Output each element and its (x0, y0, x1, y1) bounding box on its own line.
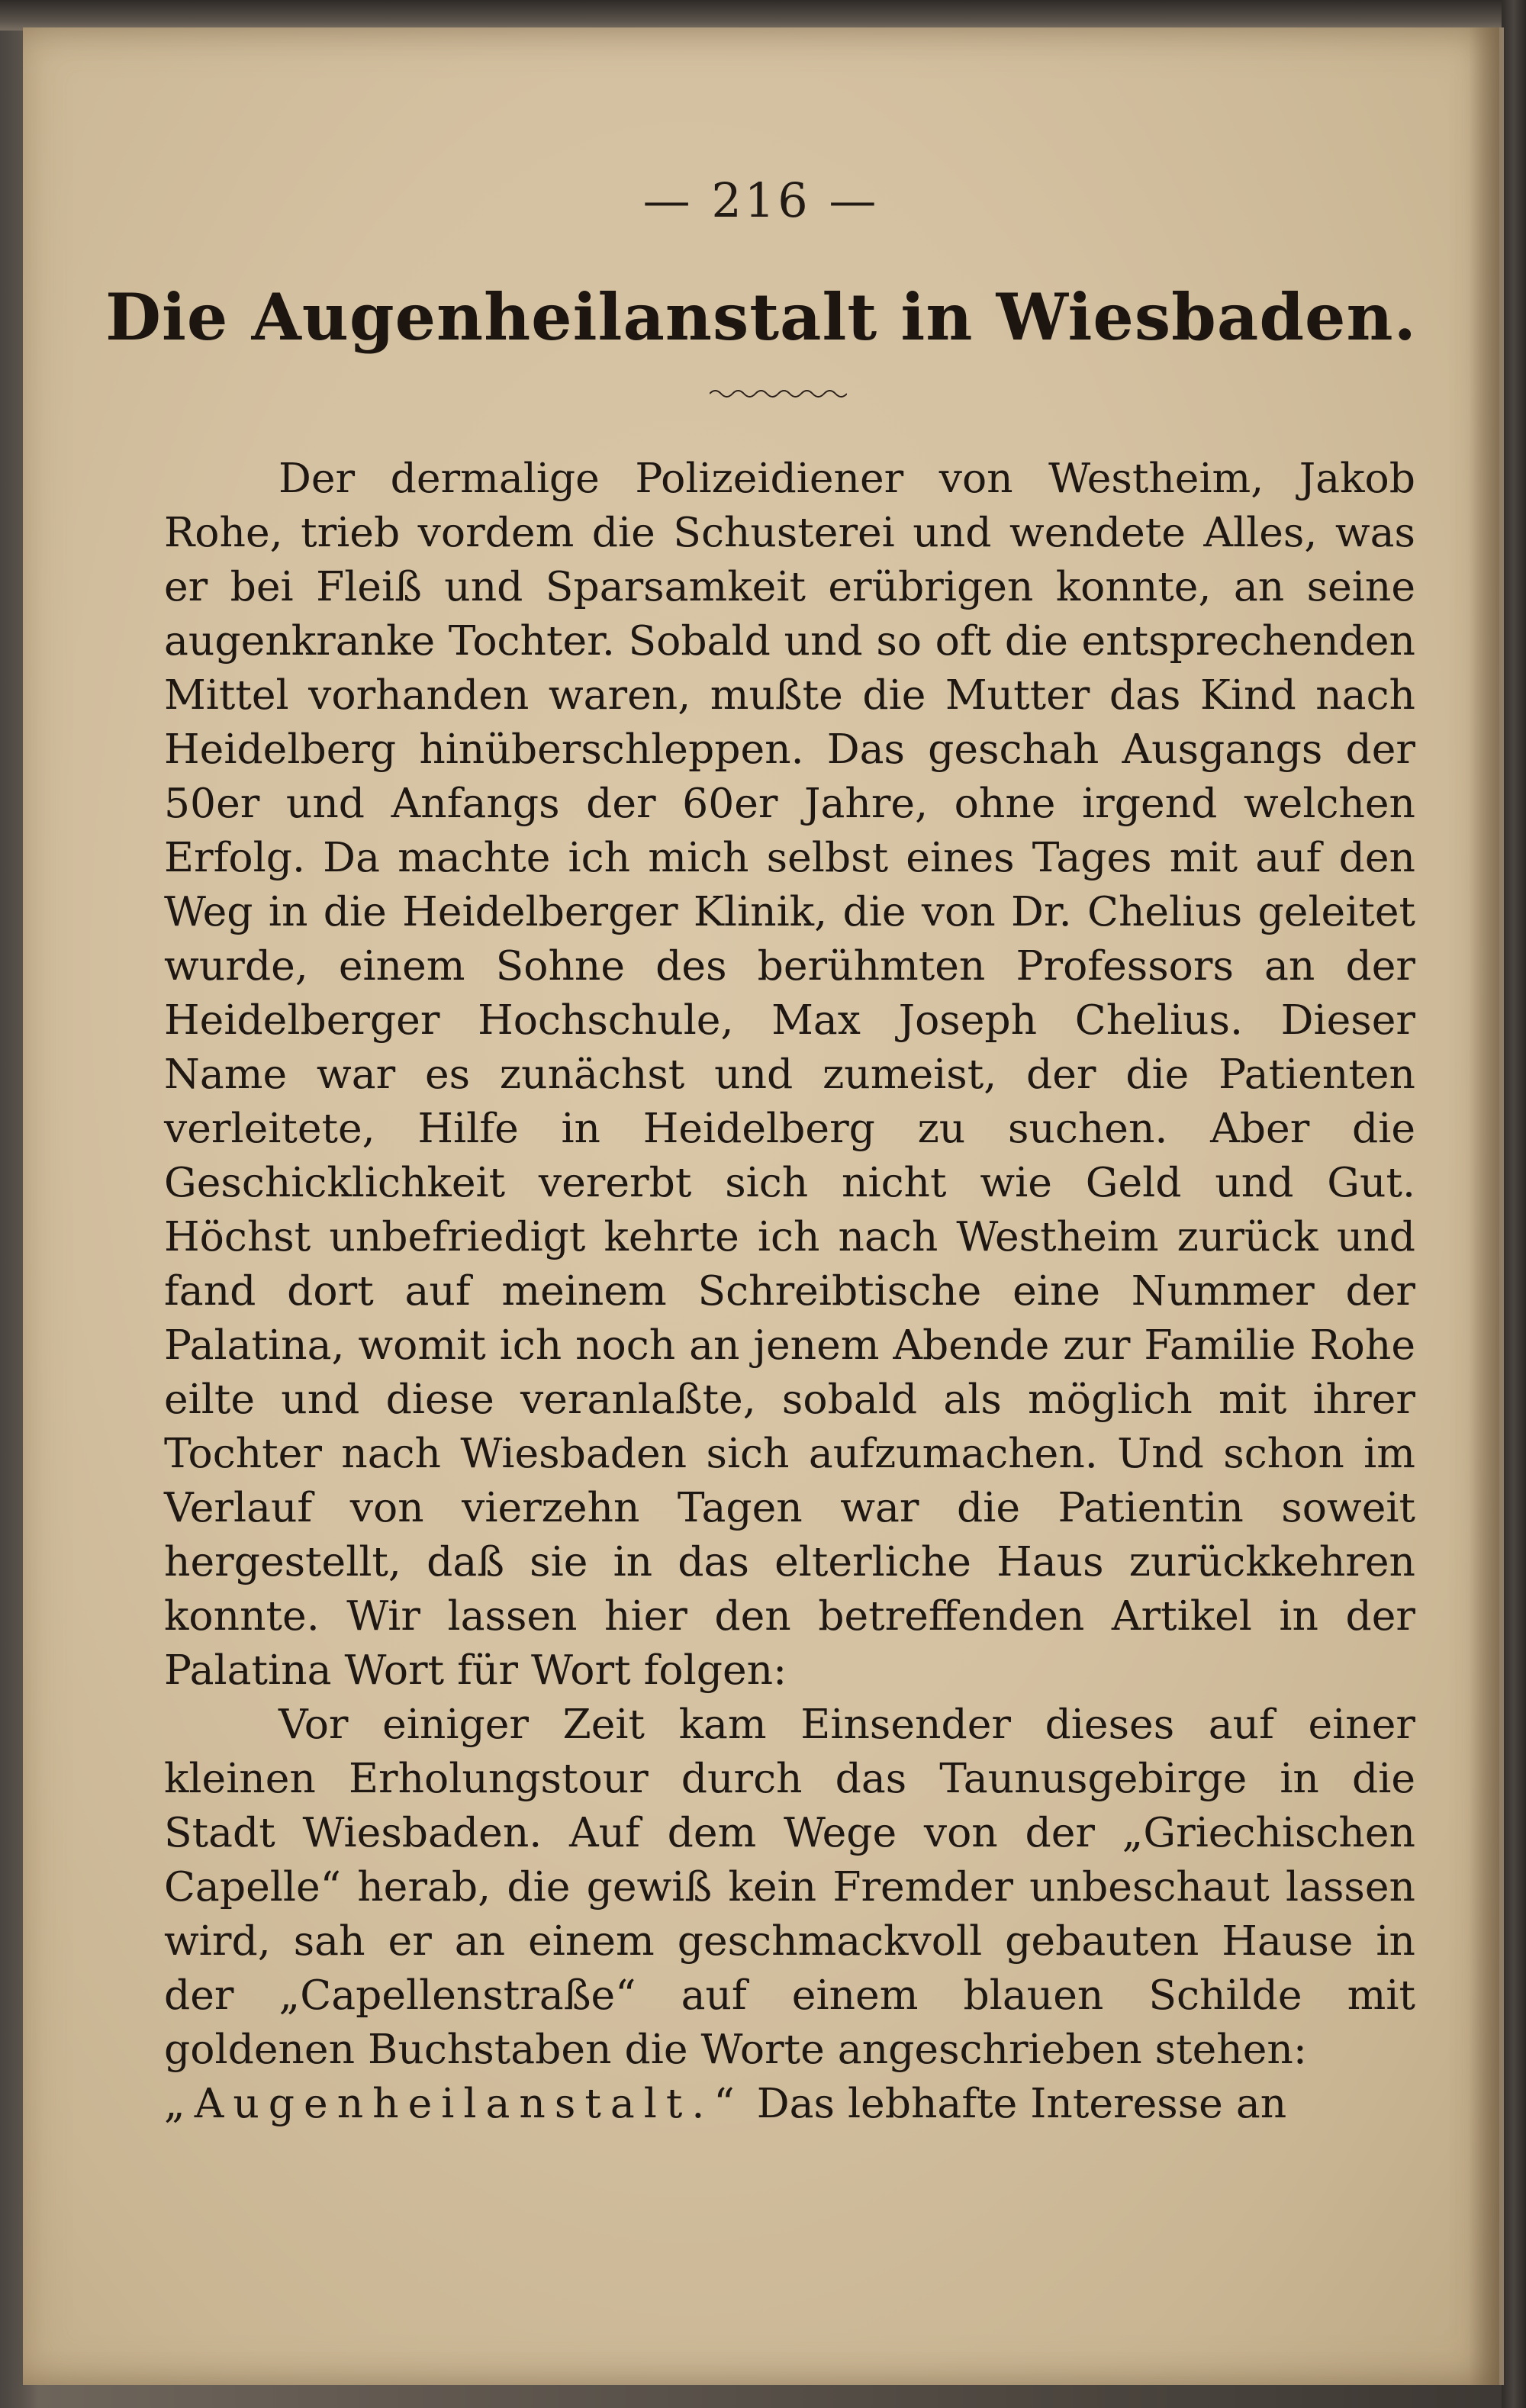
spaced-sign-text: „Augenheilanstalt.“ (164, 2079, 744, 2127)
book-binding-top (0, 0, 1526, 31)
chapter-heading: Die Augenheilanstalt in Wiesbaden. (105, 279, 1417, 355)
book-edge-right (1502, 0, 1526, 2408)
paragraph (164, 1697, 1415, 2130)
book-page (23, 27, 1504, 2385)
wavy-rule-ornament (710, 386, 847, 401)
page-number: — 216 — (642, 172, 880, 228)
paragraph-continuation: Das lebhafte Interesse an (743, 2079, 1287, 2127)
body-text (164, 451, 1415, 2130)
paragraph-text: Vor einiger Zeit kam Einsender dieses auf einer kleinen Erholungstour durch das Taunusgebirge in die Stadt Wiesbaden. Auf dem Wege von der „Griechischen Capelle“ herab, die gewiß kein Fremder unbeschaut lassen wird, sah er an einem geschmackvoll gebauten Hause in der „Capellenstraße“ auf einem blauen Schilde mit goldenen Buchstaben die Worte angeschrieben stehen: (164, 1700, 1415, 2073)
paragraph: Der dermalige Polizeidiener von Westheim, Jakob Rohe, trieb vordem die Schusterei und wendete Alles, was er bei Fleiß und Sparsamkeit erübrigen konnte, an seine augenkranke Tochter. Sobald und so oft die entsprechenden Mittel vorhanden waren, mußte die Mutter das Kind nach Heidelberg hinüberschleppen. Das geschah Ausgangs der 50er und Anfangs der 60er Jahre, ohne irgend welchen Erfolg. Da machte ich mich selbst eines Tages mit auf den Weg in die Heidelberger Klinik, die von Dr. Chelius geleitet wurde, einem Sohne des berühmten Professors an der Heidelberger Hochschule, Max Joseph Chelius. Dieser Name war es zunächst und zumeist, der die Patienten verleitete, Hilfe in Heidelberg zu suchen. Aber die Geschicklichkeit vererbt sich nicht wie Geld und Gut. Höchst unbefriedigt kehrte ich nach Westheim zurück und fand dort auf meinem Schreibtische eine Nummer der Palatina, womit ich noch an jenem Abende zur Familie Rohe eilte und diese veranlaßte, sobald als möglich mit ihrer Tochter nach Wiesbaden sich aufzumachen. Und schon im Verlauf von vierzehn Tagen war die Patientin soweit hergestellt, daß sie in das elterliche Haus zurückkehren konnte. Wir lassen hier den betreffenden Artikel in der Palatina Wort für Wort folgen: (164, 454, 1415, 1694)
page-gutter-shadow (1469, 27, 1499, 2385)
